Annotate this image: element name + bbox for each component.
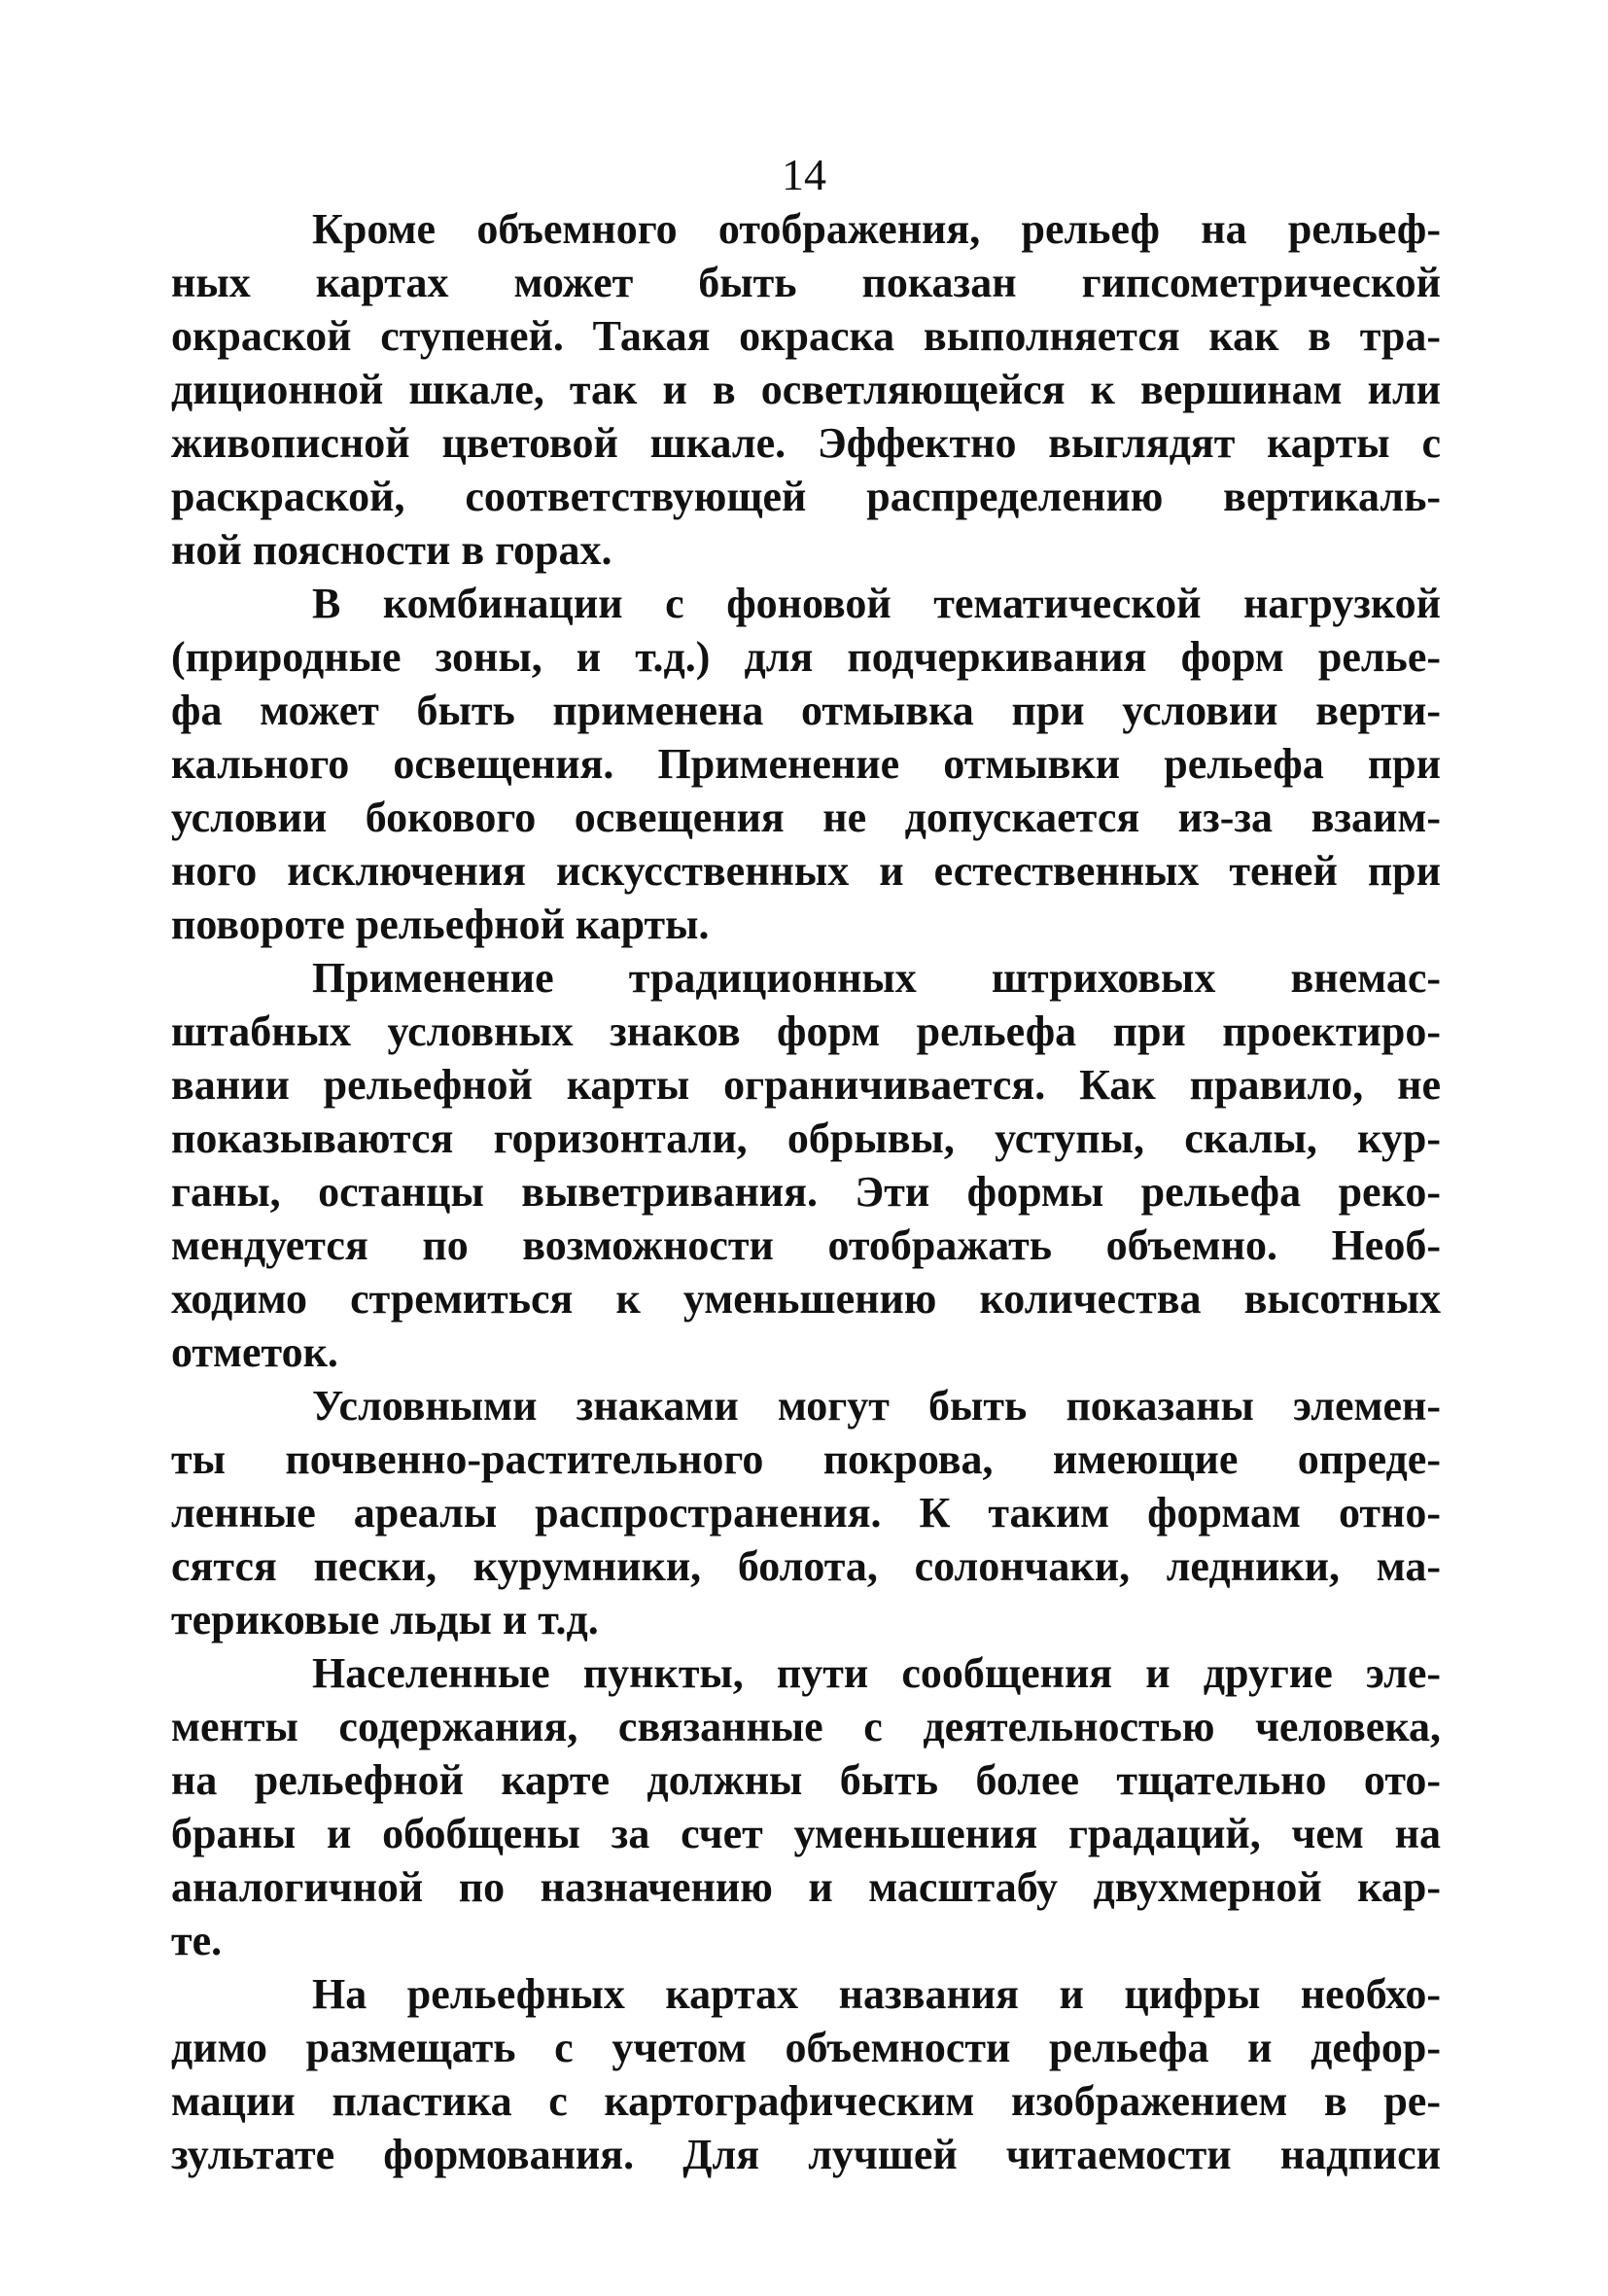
text-line: диционной шкале, так и в осветляющейся к вершинам или xyxy=(171,366,1441,413)
text-line: браны и обобщены за счет уменьшения градаций, чем на xyxy=(171,1810,1441,1857)
text-line: на рельефной карте должны быть более тщательно ото- xyxy=(171,1756,1441,1804)
text-line: живописной цветовой шкале. Эффектно выглядят карты с xyxy=(171,419,1441,467)
text-line: В комбинации с фоновой тематической нагрузкой xyxy=(312,580,1441,627)
text-line: повороте рельефной карты. xyxy=(171,901,710,948)
text-line: мации пластика с картографическим изображением в ре- xyxy=(171,2077,1441,2125)
text-line: Населенные пункты, пути сообщения и другие эле- xyxy=(312,1649,1441,1697)
text-line: ходимо стремиться к уменьшению количества высотных xyxy=(171,1275,1441,1323)
text-line: (природные зоны, и т.д.) для подчеркивания форм релье- xyxy=(171,633,1441,681)
text-line: кального освещения. Применение отмывки рельефа при xyxy=(171,740,1441,788)
text-line: раскраской, соответствующей распределению вертикаль- xyxy=(171,473,1441,520)
text-line: ных картах может быть показан гипсометрической xyxy=(171,259,1441,306)
text-line: условии бокового освещения не допускается из-за взаим- xyxy=(171,794,1441,841)
text-line: Применение традиционных штриховых внемас- xyxy=(312,954,1441,1002)
paragraph-6 xyxy=(171,1967,1441,2181)
text-line: ганы, останцы выветривания. Эти формы рельефа реко- xyxy=(171,1168,1441,1216)
text-line: менты содержания, связанные с деятельностью человека, xyxy=(171,1703,1441,1750)
text-line: Кроме объемного отображения, рельеф на рельеф- xyxy=(312,205,1441,253)
paragraph-3 xyxy=(171,951,1441,1379)
text-line: те. xyxy=(171,1917,223,1964)
text-line: териковые льды и т.д. xyxy=(171,1596,599,1643)
text-line: ного исключения искусственных и естественных теней при xyxy=(171,847,1441,895)
text-line: фа может быть применена отмывка при условии верти- xyxy=(171,687,1441,734)
text-line: ленные ареалы распространения. К таким формам отно- xyxy=(171,1489,1441,1537)
page-number: 14 xyxy=(782,150,826,199)
paragraph-2 xyxy=(171,577,1441,951)
text-line: показываются горизонтали, обрывы, уступы, скалы, кур- xyxy=(171,1114,1441,1162)
text-line: штабных условных знаков форм рельефа при проектиро- xyxy=(171,1007,1441,1055)
paragraph-1 xyxy=(171,202,1441,577)
text-line: Условными знаками могут быть показаны элемен- xyxy=(312,1382,1441,1430)
text-line: аналогичной по назначению и масштабу двухмерной кар- xyxy=(171,1863,1441,1911)
paragraph-5 xyxy=(171,1646,1441,1967)
text-line: отметок. xyxy=(171,1328,338,1376)
text-line: ной поясности в горах. xyxy=(171,526,612,574)
text-line: окраской ступеней. Такая окраска выполняется как в тра- xyxy=(171,312,1441,360)
text-line: вании рельефной карты ограничивается. Как правило, не xyxy=(171,1061,1441,1109)
text-line: мендуется по возможности отображать объемно. Необ- xyxy=(171,1221,1441,1269)
text-line: сятся пески, курумники, болота, солончаки, ледники, ма- xyxy=(171,1542,1441,1590)
paragraph-4 xyxy=(171,1379,1441,1646)
text-line: На рельефных картах названия и цифры необхо- xyxy=(312,1970,1441,2018)
body-text xyxy=(171,202,1441,2181)
text-line: ты почвенно-растительного покрова, имеющие опреде- xyxy=(171,1435,1441,1483)
text-line: зультате формования. Для лучшей читаемости надписи xyxy=(171,2131,1441,2178)
text-line: димо размещать с учетом объемности рельефа и дефор- xyxy=(171,2024,1441,2071)
